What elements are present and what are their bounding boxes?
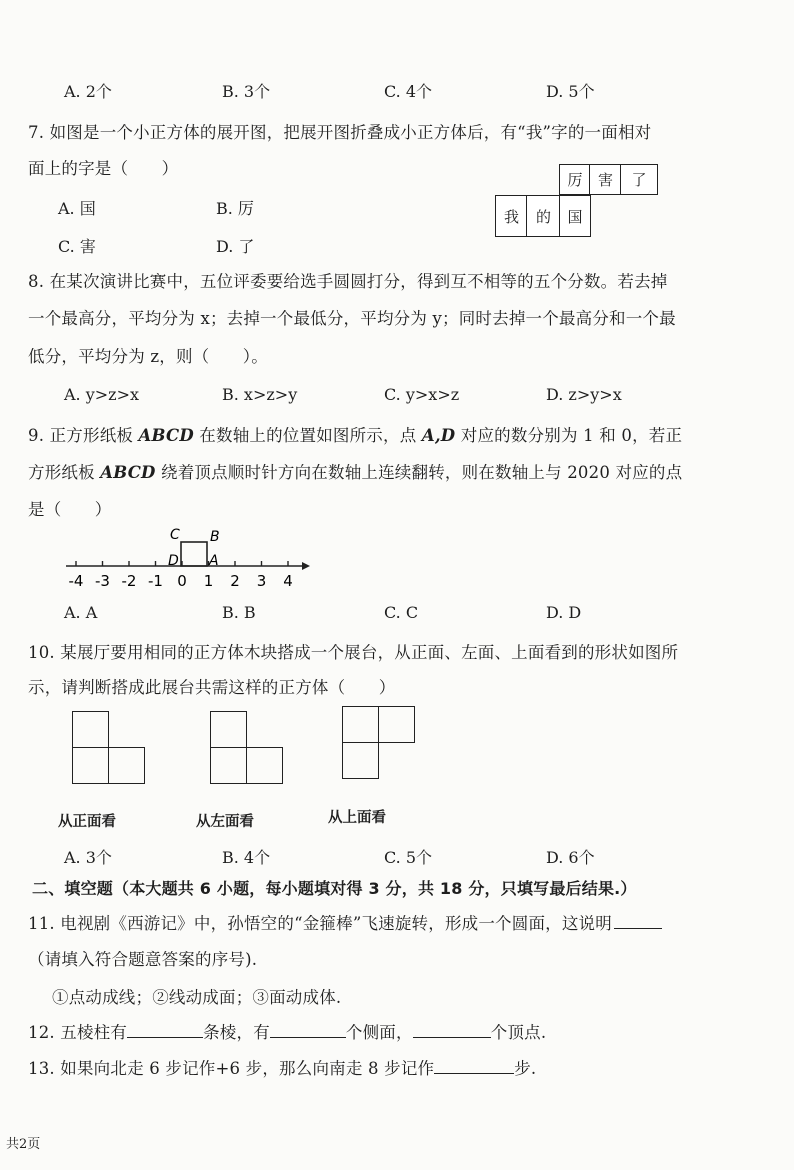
q7-line-1: 7. 如图是一个小正方体的展开图，把展开图折叠成小正方体后，有“我”字的一面相对 (28, 123, 652, 142)
view-square (378, 706, 415, 743)
q10-option-b: B. 4个 (222, 848, 271, 867)
axis-tick-label: 4 (283, 572, 293, 590)
view-square (342, 742, 379, 779)
q8-line-1: 8. 在某次演讲比赛中，五位评委要给选手圆圆打分，得到互不相等的五个分数。若去掉 (28, 272, 668, 291)
q7-option-c: C. 害 (58, 237, 96, 256)
net-cell: 害 (589, 164, 622, 195)
q6-option-c: C. 4个 (384, 82, 433, 101)
q9-abcd: ABCD (100, 463, 156, 482)
q7-option-a: A. 国 (58, 199, 96, 218)
q9-text: 在数轴上的位置如图所示，点 (193, 426, 422, 445)
q9-ad: A,D (421, 426, 456, 445)
q11-text: 11. 电视剧《西游记》中，孙悟空的“金箍棒”飞速旋转，形成一个圆面，这说明 (28, 914, 612, 933)
q6-option-d: D. 5个 (546, 82, 595, 101)
q9-abcd: ABCD (138, 426, 194, 445)
left-view-label: 从左面看 (196, 814, 254, 830)
view-square (342, 706, 379, 743)
top-view-label: 从上面看 (328, 810, 386, 826)
q8-option-c: C. y>x>z (384, 385, 460, 404)
axis-tick-label: -1 (148, 572, 163, 590)
q9-option-c: C. C (384, 603, 419, 622)
axis-tick-label: 1 (203, 572, 214, 590)
axis-tick-label: -3 (95, 572, 110, 590)
q6-option-a: A. 2个 (64, 82, 112, 101)
q11-line-3: ①点动成线；②线动成面；③面动成体. (52, 988, 342, 1007)
answer-blank (270, 1023, 346, 1038)
axis-tick-label: -2 (121, 572, 137, 590)
q9-option-a: A. A (64, 603, 98, 622)
q13-line (28, 1055, 536, 1079)
q9-line-1 (28, 422, 682, 446)
view-square (108, 747, 145, 784)
answer-blank (614, 914, 662, 929)
q12-text: 条棱，有 (203, 1023, 270, 1042)
axis-tick-label: 0 (177, 572, 187, 590)
q9-line-3: 是（ ） (28, 500, 112, 519)
net-cell: 厉 (559, 164, 591, 195)
q10-line-2: 示，请判断搭成此展台共需这样的正方体（ ） (28, 678, 396, 697)
number-line-figure (60, 525, 320, 595)
vertex-c: C (170, 527, 180, 543)
q11-line-1 (28, 910, 662, 934)
answer-blank (127, 1023, 203, 1038)
q9-text: 方形纸板 (28, 463, 101, 482)
q11-line-2: （请填入符合题意答案的序号). (28, 950, 258, 969)
q8-option-b: B. x>z>y (222, 385, 298, 404)
q12-text: 个顶点. (490, 1023, 547, 1042)
q12-text: 12. 五棱柱有 (28, 1023, 128, 1042)
q12-text: 个侧面， (345, 1023, 413, 1042)
q10-option-c: C. 5个 (384, 848, 433, 867)
answer-blank (434, 1059, 514, 1074)
front-view-label: 从正面看 (58, 814, 116, 830)
view-square (72, 747, 109, 784)
q13-text: 步. (514, 1059, 537, 1078)
net-cell: 我 (495, 195, 528, 237)
q8-option-d: D. z>y>x (546, 385, 622, 404)
q7-option-d: D. 了 (216, 237, 255, 256)
section-2-heading: 二、填空题（本大题共 6 小题，每小题填对得 3 分，共 18 分，只填写最后结果.） (32, 879, 637, 898)
page-footer: 共2页 (6, 1137, 41, 1152)
q8-option-a: A. y>z>x (64, 385, 140, 404)
q13-text: 13. 如果向北走 6 步记作+6 步，那么向南走 8 步记作 (28, 1059, 435, 1078)
q7-option-b: B. 厉 (216, 199, 254, 218)
axis-tick-label: 3 (256, 572, 267, 590)
q7-line-2: 面上的字是（ ） (28, 159, 179, 178)
axis-tick-label: -4 (68, 572, 84, 590)
q9-option-d: D. D (546, 603, 582, 622)
vertex-a: A (209, 553, 219, 569)
net-cell: 的 (526, 195, 561, 237)
answer-blank (413, 1023, 491, 1038)
q12-line (28, 1019, 546, 1043)
q10-line-1: 10. 某展厅要用相同的正方体木块搭成一个展台，从正面、左面、上面看到的形状如图所 (28, 643, 679, 662)
view-square (72, 711, 109, 748)
q9-line-2 (28, 459, 682, 483)
q8-line-2: 一个最高分，平均分为 x；去掉一个最低分，平均分为 y；同时去掉一个最高分和一个最 (28, 309, 676, 328)
view-square (246, 747, 283, 784)
square-abcd (181, 542, 207, 566)
axis-arrow (302, 562, 310, 570)
view-square (210, 747, 247, 784)
vertex-d: D (168, 553, 179, 569)
net-cell: 国 (559, 195, 591, 237)
axis-tick-label: 2 (230, 572, 240, 590)
q10-option-a: A. 3个 (64, 848, 112, 867)
q9-text: 9. 正方形纸板 (28, 426, 139, 445)
q8-line-3: 低分，平均分为 z，则（ ）。 (28, 347, 268, 366)
vertex-b: B (210, 529, 220, 545)
q9-text: 对应的数分别为 1 和 0，若正 (455, 426, 683, 445)
q9-text: 绕着顶点顺时针方向在数轴上连续翻转，则在数轴上与 2020 对应的点 (155, 463, 683, 482)
q9-option-b: B. B (222, 603, 256, 622)
view-square (210, 711, 247, 748)
q6-option-b: B. 3个 (222, 82, 271, 101)
q10-option-d: D. 6个 (546, 848, 595, 867)
net-cell: 了 (620, 164, 658, 195)
